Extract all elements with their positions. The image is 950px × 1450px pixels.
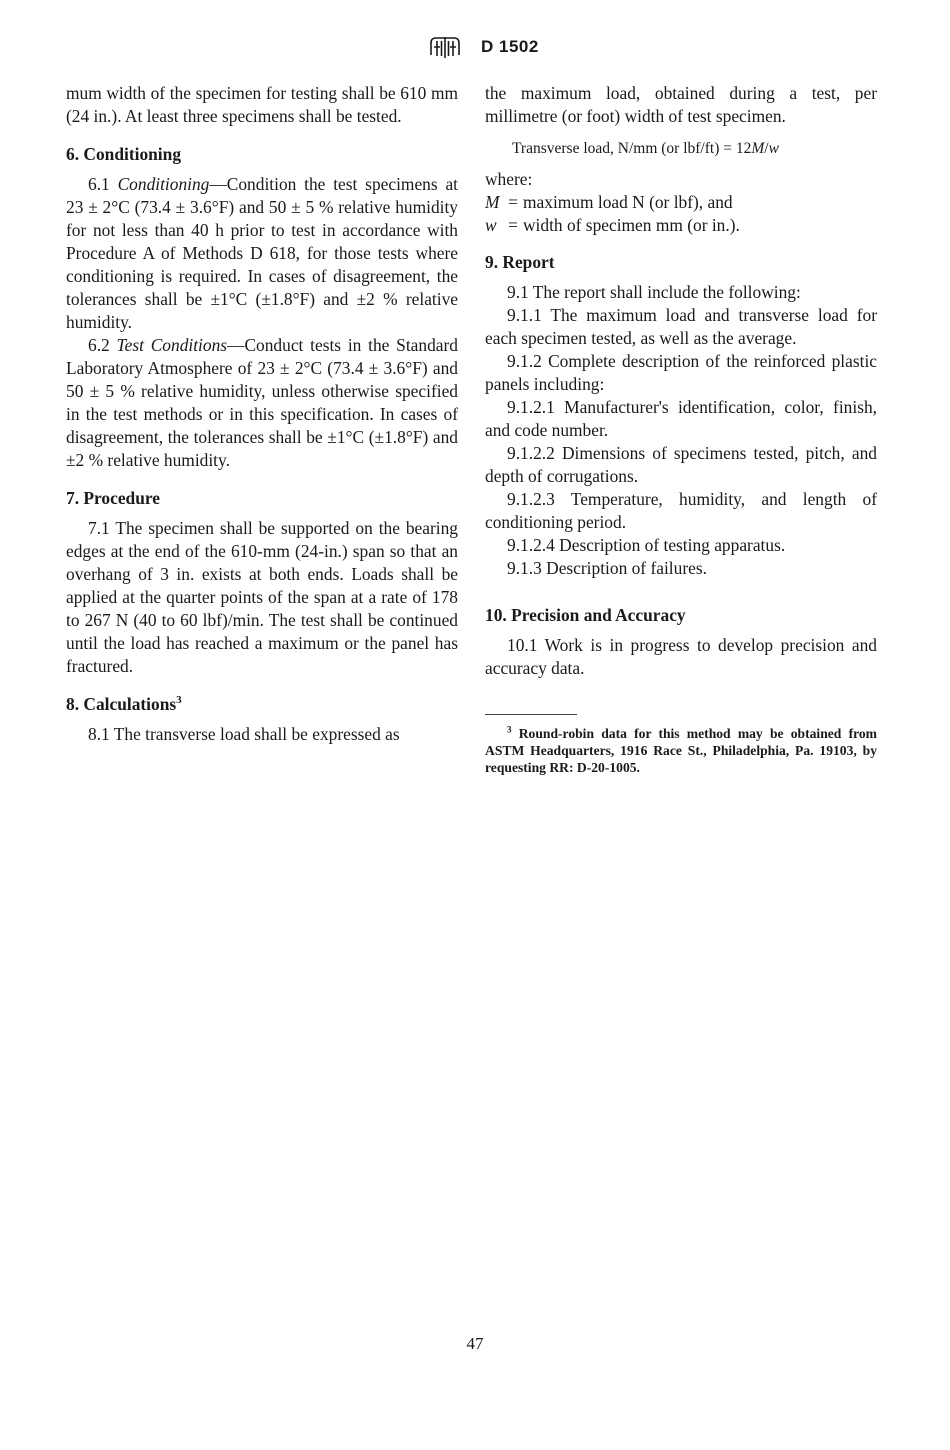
variable-symbol: w: [485, 215, 497, 235]
variable-description: maximum load N (or lbf), and: [523, 192, 733, 212]
paragraph-6-1: [66, 173, 458, 334]
paragraph-text: —Condition the test specimens at 23 ± 2°C (73.4 ± 3.6°F) and 50 ± 5 % relative humidity for not less than 40 h prior to test in accordance with Procedure A of Methods D 618, for those tests where conditioning is required. In cases of disagreement, the tolerances shall be ±1°C (±1.8°F) and ±2 % relative humidity.: [66, 174, 458, 332]
transverse-load-equation: [512, 138, 877, 160]
section-6-heading: 6. Conditioning: [66, 144, 182, 164]
equation-slash: /: [764, 140, 769, 157]
left-column: [66, 82, 458, 746]
section-9-heading: 9. Report: [485, 252, 555, 272]
paragraph-10-1: 10.1 Work is in progress to develop precision and accuracy data.: [485, 635, 877, 678]
report-item: 9.1.1 The maximum load and transverse load for each specimen tested, as well as the average.: [485, 305, 877, 348]
astm-logo-icon: [427, 35, 463, 59]
equation-text: Transverse load, N/mm (or lbf/ft) = 12: [512, 140, 752, 157]
variable-equals: =: [508, 215, 518, 235]
footnote: [485, 725, 877, 776]
section-8-heading: [66, 693, 458, 715]
section-7-heading: 7. Procedure: [66, 488, 161, 508]
paragraph-8-1: 8.1 The transverse load shall be expressed as: [88, 724, 400, 744]
footnote-marker: 3: [507, 724, 512, 735]
intro-paragraph: mum width of the specimen for testing shall be 610 mm (24 in.). At least three specimens shall be tested.: [66, 83, 458, 126]
paragraph-7-1: 7.1 The specimen shall be supported on the bearing edges at the end of the 610-mm (24-in.) span so that an overhang of 3 in. exists at both ends. Loads shall be applied at the quarter points of the span at a rate of 178 to 267 N (40 to 60 lbf)/min. The test shall be continued until the load has reached a maximum or the panel has fractured.: [66, 518, 458, 676]
paragraph-6-2: [66, 334, 458, 472]
report-item: 9.1.2.2 Dimensions of specimens tested, pitch, and depth of corrugations.: [485, 443, 877, 486]
paragraph-text: —Conduct tests in the Standard Laboratory Atmosphere of 23 ± 2°C (73.4 ± 3.6°F) and 50 ± 5 % relative humidity, unless otherwise specified in the test methods or in this specification. In cases of disagreement, the tolerances shall be ±1°C (±1.8°F) and ±2 % relative humidity.: [66, 335, 458, 470]
report-item: 9.1.2.4 Description of testing apparatus.: [507, 535, 786, 555]
equation-symbol-M: M: [751, 140, 765, 157]
report-item: 9.1.3 Description of failures.: [507, 558, 707, 578]
paragraph-number: 6.1: [88, 174, 110, 194]
variable-row: [485, 191, 877, 214]
continuation-paragraph: the maximum load, obtained during a test, per millimetre (or foot) width of test specimen.: [485, 83, 877, 126]
section-10-heading: 10. Precision and Accuracy: [485, 605, 686, 625]
report-item: 9.1.2.3 Temperature, humidity, and length of conditioning period.: [485, 489, 877, 532]
variable-row: [485, 214, 877, 237]
report-item: 9.1.2 Complete description of the reinforced plastic panels including:: [485, 351, 877, 394]
paragraph-title: Test Conditions: [116, 335, 228, 355]
right-column: [485, 82, 877, 776]
page-header: [0, 34, 950, 64]
variable-symbol: M: [485, 192, 500, 212]
footnote-ref: 3: [176, 694, 182, 707]
footnote-divider: [485, 714, 577, 715]
page-number: 47: [466, 1334, 484, 1353]
equation-symbol-w: w: [768, 140, 779, 157]
paragraph-number: 6.2: [88, 335, 110, 355]
standard-designation: D 1502: [481, 37, 539, 56]
paragraph-title: Conditioning: [117, 174, 210, 194]
report-item: 9.1 The report shall include the following:: [507, 282, 801, 302]
section-8-title: 8. Calculations: [66, 694, 177, 714]
report-item: 9.1.2.1 Manufacturer's identification, color, finish, and code number.: [485, 397, 877, 440]
footnote-text: Round-robin data for this method may be obtained from ASTM Headquarters, 1916 Race St., Philadelphia, Pa. 19103, by requesting RR: D-20-1005.: [485, 726, 878, 775]
where-label: where:: [485, 169, 533, 189]
variable-equals: =: [508, 192, 518, 212]
variable-definitions: [485, 191, 877, 237]
variable-description: width of specimen mm (or in.).: [523, 215, 740, 235]
